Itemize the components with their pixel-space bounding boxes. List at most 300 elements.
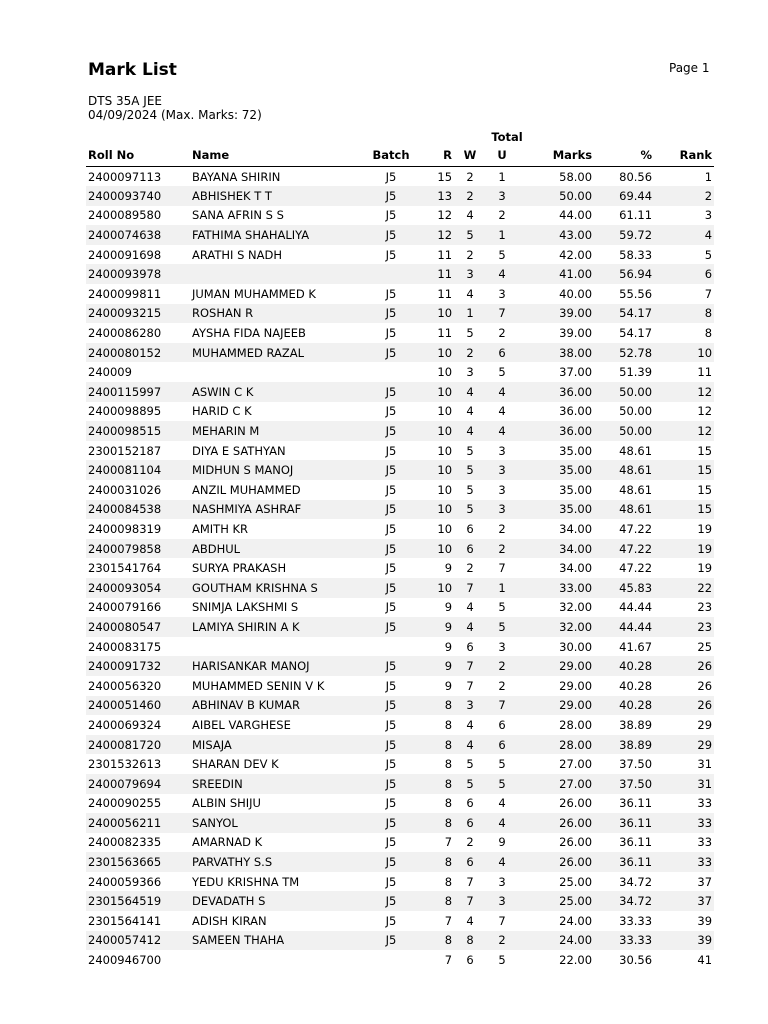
unattempted-count-cell: 5: [498, 953, 506, 968]
table-row: [86, 794, 714, 814]
marks-cell: 43.00: [559, 228, 593, 243]
unattempted-count-cell: 5: [498, 619, 506, 634]
name-cell: MISAJA: [192, 737, 232, 752]
rank-cell: 4: [704, 228, 713, 243]
marks-cell: 34.00: [559, 561, 593, 576]
header-rank: Rank: [654, 144, 714, 167]
unattempted-count-cell: 6: [498, 717, 506, 732]
wrong-count-cell: 4: [466, 717, 474, 732]
batch-cell: J5: [385, 619, 397, 634]
right-count-cell: 9: [444, 600, 453, 615]
batch-cell: J5: [385, 835, 397, 850]
wrong-count-cell: 2: [466, 835, 474, 850]
batch-cell: J5: [385, 678, 397, 693]
roll-no-cell: 2400069324: [88, 717, 162, 732]
table-row: [86, 421, 714, 441]
name-cell: SAMEEN THAHA: [192, 933, 285, 948]
wrong-count-cell: 6: [466, 953, 474, 968]
percent-cell: 36.11: [619, 796, 653, 811]
total-group-header: Total: [491, 130, 523, 144]
roll-no-cell: 2400089580: [88, 208, 162, 223]
marks-cell: 36.00: [559, 384, 593, 399]
roll-no-cell: 2400080547: [88, 619, 162, 634]
roll-no-cell: 2400093054: [88, 580, 162, 595]
marks-cell: 27.00: [559, 757, 593, 772]
header-right: R: [420, 144, 454, 167]
mark-list-body: [86, 167, 714, 970]
column-header-row: [86, 144, 714, 167]
marks-cell: 29.00: [559, 698, 593, 713]
rank-cell: 26: [697, 678, 713, 693]
unattempted-count-cell: 3: [498, 482, 506, 497]
marks-cell: 58.00: [559, 169, 593, 184]
wrong-count-cell: 5: [466, 482, 474, 497]
wrong-count-cell: 7: [466, 678, 474, 693]
right-count-cell: 11: [437, 286, 453, 301]
header-marks: Marks: [518, 144, 594, 167]
percent-cell: 45.83: [619, 580, 653, 595]
unattempted-count-cell: 1: [498, 169, 506, 184]
batch-cell: J5: [385, 874, 397, 889]
batch-cell: J5: [385, 404, 397, 419]
name-cell: AIBEL VARGHESE: [192, 717, 291, 732]
table-row: [86, 813, 714, 833]
percent-cell: 33.33: [619, 913, 653, 928]
batch-cell: J5: [385, 306, 397, 321]
table-row: [86, 382, 714, 402]
rank-cell: 23: [697, 619, 713, 634]
rank-cell: 7: [704, 286, 713, 301]
name-cell: YEDU KRISHNA TM: [192, 874, 300, 889]
percent-cell: 58.33: [619, 247, 653, 262]
wrong-count-cell: 7: [466, 874, 474, 889]
right-count-cell: 13: [437, 188, 453, 203]
page-title: Mark List: [88, 60, 177, 80]
rank-cell: 31: [697, 776, 713, 791]
percent-cell: 50.00: [619, 424, 653, 439]
rank-cell: 23: [697, 600, 713, 615]
unattempted-count-cell: 6: [498, 737, 506, 752]
wrong-count-cell: 4: [466, 424, 474, 439]
name-cell: BAYANA SHIRIN: [192, 169, 281, 184]
table-row: [86, 167, 714, 187]
header-wrong: W: [454, 144, 486, 167]
batch-cell: J5: [385, 482, 397, 497]
roll-no-cell: 2400115997: [88, 384, 162, 399]
table-row: [86, 206, 714, 226]
unattempted-count-cell: 2: [498, 659, 506, 674]
right-count-cell: 8: [444, 855, 453, 870]
wrong-count-cell: 5: [466, 502, 474, 517]
unattempted-count-cell: 4: [498, 796, 506, 811]
roll-no-cell: 2400091732: [88, 659, 162, 674]
percent-cell: 48.61: [619, 482, 653, 497]
percent-cell: 37.50: [619, 776, 653, 791]
wrong-count-cell: 2: [466, 169, 474, 184]
name-cell: ARATHI S NADH: [192, 247, 283, 262]
table-row: [86, 362, 714, 382]
batch-cell: J5: [385, 776, 397, 791]
right-count-cell: 10: [437, 384, 453, 399]
roll-no-cell: 2400051460: [88, 698, 162, 713]
rank-cell: 3: [704, 208, 713, 223]
name-cell: SANYOL: [192, 815, 238, 830]
percent-cell: 80.56: [619, 169, 653, 184]
rank-cell: 15: [697, 443, 713, 458]
rank-cell: 39: [697, 913, 713, 928]
roll-no-cell: 2400084538: [88, 502, 162, 517]
rank-cell: 12: [697, 384, 713, 399]
marks-cell: 25.00: [559, 894, 593, 909]
marks-cell: 36.00: [559, 404, 593, 419]
batch-cell: J5: [385, 757, 397, 772]
wrong-count-cell: 6: [466, 541, 474, 556]
name-cell: SREEDIN: [192, 776, 243, 791]
percent-cell: 36.11: [619, 855, 653, 870]
right-count-cell: 8: [444, 796, 453, 811]
marks-cell: 50.00: [559, 188, 593, 203]
wrong-count-cell: 7: [466, 659, 474, 674]
name-cell: MEHARIN M: [192, 424, 260, 439]
rank-cell: 41: [697, 953, 713, 968]
marks-cell: 34.00: [559, 541, 593, 556]
name-cell: [190, 362, 362, 382]
roll-no-cell: 2300152187: [88, 443, 162, 458]
table-row: [86, 872, 714, 892]
wrong-count-cell: 7: [466, 580, 474, 595]
batch-cell: [362, 264, 420, 284]
right-count-cell: 8: [444, 776, 453, 791]
table-row: [86, 950, 714, 970]
right-count-cell: 8: [444, 815, 453, 830]
roll-no-cell: 2400093978: [88, 267, 162, 282]
batch-cell: J5: [385, 913, 397, 928]
header-batch: Batch: [362, 144, 420, 167]
roll-no-cell: 2400098319: [88, 521, 162, 536]
name-cell: AMARNAD K: [192, 835, 263, 850]
unattempted-count-cell: 5: [498, 247, 506, 262]
rank-cell: 1: [704, 169, 713, 184]
batch-cell: [362, 950, 420, 970]
percent-cell: 59.72: [619, 228, 653, 243]
marks-cell: 35.00: [559, 482, 593, 497]
right-count-cell: 11: [437, 326, 453, 341]
rank-cell: 5: [704, 247, 713, 262]
batch-cell: J5: [385, 345, 397, 360]
batch-cell: J5: [385, 815, 397, 830]
right-count-cell: 9: [444, 659, 453, 674]
rank-cell: 37: [697, 874, 713, 889]
table-row: [86, 911, 714, 931]
right-count-cell: 8: [444, 874, 453, 889]
marks-cell: 44.00: [559, 208, 593, 223]
batch-cell: J5: [385, 247, 397, 262]
right-count-cell: 10: [437, 306, 453, 321]
unattempted-count-cell: 7: [498, 698, 506, 713]
percent-cell: 36.11: [619, 835, 653, 850]
rank-cell: 12: [697, 424, 713, 439]
unattempted-count-cell: 3: [498, 874, 506, 889]
marks-cell: 40.00: [559, 286, 593, 301]
batch-cell: J5: [385, 424, 397, 439]
marks-cell: 36.00: [559, 424, 593, 439]
name-cell: [190, 264, 362, 284]
right-count-cell: 10: [437, 345, 453, 360]
percent-cell: 47.22: [619, 541, 653, 556]
rank-cell: 29: [697, 717, 713, 732]
right-count-cell: 7: [444, 953, 453, 968]
rank-cell: 33: [697, 855, 713, 870]
right-count-cell: 8: [444, 737, 453, 752]
right-count-cell: 9: [444, 639, 453, 654]
roll-no-cell: 2400083175: [88, 639, 162, 654]
right-count-cell: 8: [444, 717, 453, 732]
roll-no-cell: 2400080152: [88, 345, 162, 360]
wrong-count-cell: 5: [466, 443, 474, 458]
wrong-count-cell: 2: [466, 247, 474, 262]
percent-cell: 41.67: [619, 639, 653, 654]
column-group-row: [86, 124, 714, 144]
table-row: [86, 264, 714, 284]
header-name: Name: [190, 144, 362, 167]
name-cell: ASWIN C K: [192, 384, 254, 399]
table-row: [86, 852, 714, 872]
wrong-count-cell: 5: [466, 228, 474, 243]
header-percent: %: [594, 144, 654, 167]
marks-cell: 37.00: [559, 365, 593, 380]
rank-cell: 22: [697, 580, 713, 595]
roll-no-cell: 2400091698: [88, 247, 162, 262]
percent-cell: 50.00: [619, 404, 653, 419]
roll-no-cell: 240009: [88, 365, 132, 380]
batch-cell: J5: [385, 796, 397, 811]
batch-cell: J5: [385, 521, 397, 536]
name-cell: [190, 950, 362, 970]
rank-cell: 26: [697, 698, 713, 713]
right-count-cell: 10: [437, 463, 453, 478]
wrong-count-cell: 3: [466, 698, 474, 713]
roll-no-cell: 2400056320: [88, 678, 162, 693]
marks-cell: 29.00: [559, 678, 593, 693]
percent-cell: 38.89: [619, 737, 653, 752]
unattempted-count-cell: 7: [498, 306, 506, 321]
right-count-cell: 10: [437, 521, 453, 536]
table-row: [86, 656, 714, 676]
exam-name: DTS 35A JEE: [88, 94, 162, 108]
percent-cell: 48.61: [619, 502, 653, 517]
marks-cell: 33.00: [559, 580, 593, 595]
batch-cell: J5: [385, 286, 397, 301]
batch-cell: J5: [385, 933, 397, 948]
unattempted-count-cell: 9: [498, 835, 506, 850]
wrong-count-cell: 1: [466, 306, 474, 321]
roll-no-cell: 2400098515: [88, 424, 162, 439]
roll-no-cell: 2400074638: [88, 228, 162, 243]
marks-cell: 26.00: [559, 835, 593, 850]
wrong-count-cell: 2: [466, 188, 474, 203]
right-count-cell: 11: [437, 267, 453, 282]
table-row: [86, 735, 714, 755]
table-row: [86, 402, 714, 422]
marks-cell: 22.00: [559, 953, 593, 968]
name-cell: ABHISHEK T T: [192, 188, 272, 203]
wrong-count-cell: 4: [466, 737, 474, 752]
wrong-count-cell: 7: [466, 894, 474, 909]
percent-cell: 48.61: [619, 463, 653, 478]
marks-cell: 29.00: [559, 659, 593, 674]
percent-cell: 48.61: [619, 443, 653, 458]
unattempted-count-cell: 2: [498, 933, 506, 948]
roll-no-cell: 2400086280: [88, 326, 162, 341]
percent-cell: 44.44: [619, 619, 653, 634]
right-count-cell: 10: [437, 443, 453, 458]
roll-no-cell: 2400081104: [88, 463, 162, 478]
unattempted-count-cell: 2: [498, 541, 506, 556]
wrong-count-cell: 6: [466, 521, 474, 536]
percent-cell: 56.94: [619, 267, 653, 282]
rank-cell: 25: [697, 639, 713, 654]
rank-cell: 19: [697, 541, 713, 556]
mark-list-table: [86, 124, 714, 970]
table-row: [86, 637, 714, 657]
table-row: [86, 323, 714, 343]
batch-cell: J5: [385, 659, 397, 674]
wrong-count-cell: 4: [466, 286, 474, 301]
table-row: [86, 696, 714, 716]
table-row: [86, 774, 714, 794]
marks-cell: 39.00: [559, 306, 593, 321]
name-cell: SHARAN DEV K: [192, 757, 279, 772]
unattempted-count-cell: 4: [498, 404, 506, 419]
percent-cell: 34.72: [619, 874, 653, 889]
percent-cell: 40.28: [619, 698, 653, 713]
batch-cell: J5: [385, 580, 397, 595]
rank-cell: 26: [697, 659, 713, 674]
wrong-count-cell: 8: [466, 933, 474, 948]
unattempted-count-cell: 2: [498, 678, 506, 693]
table-row: [86, 539, 714, 559]
percent-cell: 55.56: [619, 286, 653, 301]
right-count-cell: 8: [444, 757, 453, 772]
wrong-count-cell: 4: [466, 384, 474, 399]
rank-cell: 19: [697, 521, 713, 536]
name-cell: DIYA E SATHYAN: [192, 443, 286, 458]
rank-cell: 15: [697, 463, 713, 478]
percent-cell: 69.44: [619, 188, 653, 203]
roll-no-cell: 2301564519: [88, 894, 162, 909]
name-cell: DEVADATH S: [192, 894, 266, 909]
right-count-cell: 10: [437, 424, 453, 439]
percent-cell: 54.17: [619, 326, 653, 341]
name-cell: ROSHAN R: [192, 306, 254, 321]
table-row: [86, 754, 714, 774]
batch-cell: J5: [385, 717, 397, 732]
rank-cell: 15: [697, 502, 713, 517]
rank-cell: 37: [697, 894, 713, 909]
table-row: [86, 931, 714, 951]
name-cell: ABDHUL: [192, 541, 241, 556]
name-cell: PARVATHY S.S: [192, 855, 273, 870]
table-row: [86, 617, 714, 637]
name-cell: ABHINAV B KUMAR: [192, 698, 301, 713]
name-cell: AMITH KR: [192, 521, 249, 536]
wrong-count-cell: 6: [466, 815, 474, 830]
percent-cell: 36.11: [619, 815, 653, 830]
right-count-cell: 8: [444, 894, 453, 909]
wrong-count-cell: 5: [466, 463, 474, 478]
wrong-count-cell: 4: [466, 600, 474, 615]
unattempted-count-cell: 3: [498, 463, 506, 478]
name-cell: ALBIN SHIJU: [192, 796, 261, 811]
table-row: [86, 186, 714, 206]
roll-no-cell: 2400946700: [88, 953, 162, 968]
marks-cell: 41.00: [559, 267, 593, 282]
rank-cell: 33: [697, 835, 713, 850]
right-count-cell: 8: [444, 933, 453, 948]
wrong-count-cell: 3: [466, 267, 474, 282]
unattempted-count-cell: 3: [498, 894, 506, 909]
roll-no-cell: 2400090255: [88, 796, 162, 811]
batch-cell: J5: [385, 208, 397, 223]
batch-cell: [362, 362, 420, 382]
marks-cell: 26.00: [559, 855, 593, 870]
marks-cell: 35.00: [559, 502, 593, 517]
batch-cell: J5: [385, 326, 397, 341]
right-count-cell: 10: [437, 502, 453, 517]
unattempted-count-cell: 3: [498, 188, 506, 203]
name-cell: SANA AFRIN S S: [192, 208, 284, 223]
batch-cell: J5: [385, 600, 397, 615]
name-cell: FATHIMA SHAHALIYA: [192, 228, 310, 243]
rank-cell: 2: [704, 188, 713, 203]
roll-no-cell: 2400099811: [88, 286, 162, 301]
table-row: [86, 225, 714, 245]
percent-cell: 54.17: [619, 306, 653, 321]
batch-cell: J5: [385, 443, 397, 458]
batch-cell: J5: [385, 228, 397, 243]
table-row: [86, 519, 714, 539]
table-row: [86, 343, 714, 363]
right-count-cell: 12: [437, 208, 453, 223]
header-unattempted: U: [486, 144, 518, 167]
unattempted-count-cell: 3: [498, 286, 506, 301]
wrong-count-cell: 5: [466, 776, 474, 791]
percent-cell: 37.50: [619, 757, 653, 772]
wrong-count-cell: 5: [466, 326, 474, 341]
wrong-count-cell: 4: [466, 404, 474, 419]
exam-date-max-marks: 04/09/2024 (Max. Marks: 72): [88, 108, 262, 122]
batch-cell: J5: [385, 502, 397, 517]
roll-no-cell: 2301564141: [88, 913, 162, 928]
right-count-cell: 11: [437, 247, 453, 262]
wrong-count-cell: 6: [466, 639, 474, 654]
unattempted-count-cell: 7: [498, 913, 506, 928]
rank-cell: 8: [704, 326, 713, 341]
roll-no-cell: 2400081720: [88, 737, 162, 752]
unattempted-count-cell: 5: [498, 757, 506, 772]
batch-cell: J5: [385, 561, 397, 576]
name-cell: JUMAN MUHAMMED K: [192, 286, 316, 301]
unattempted-count-cell: 5: [498, 776, 506, 791]
marks-cell: 28.00: [559, 717, 593, 732]
unattempted-count-cell: 4: [498, 384, 506, 399]
unattempted-count-cell: 3: [498, 639, 506, 654]
marks-cell: 28.00: [559, 737, 593, 752]
marks-cell: 24.00: [559, 933, 593, 948]
right-count-cell: 7: [444, 835, 453, 850]
table-row: [86, 598, 714, 618]
wrong-count-cell: 4: [466, 619, 474, 634]
